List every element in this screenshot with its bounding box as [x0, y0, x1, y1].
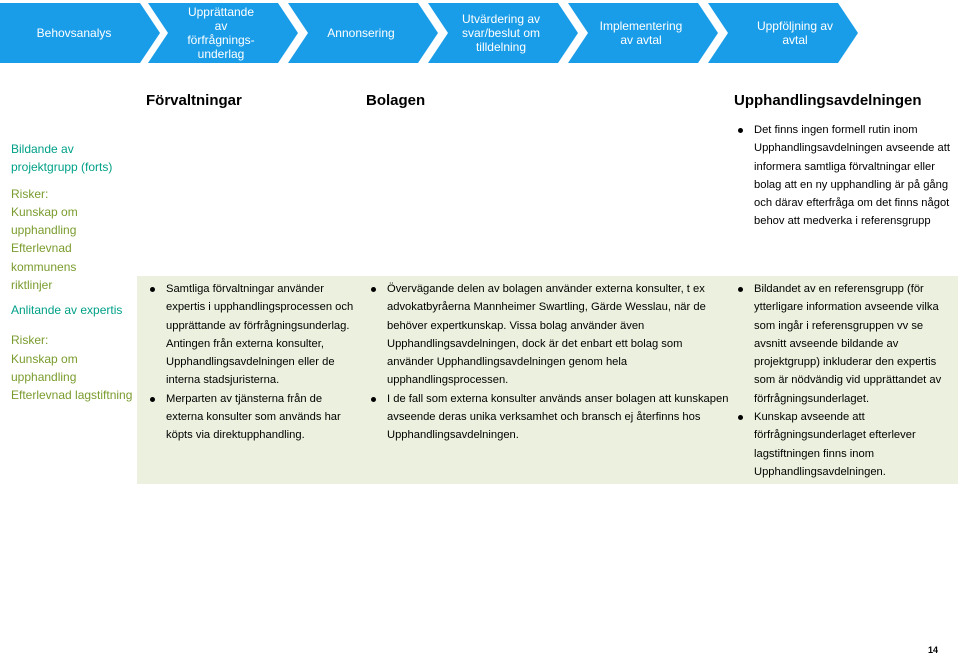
- bullet-item: Det finns ingen formell rutin inom Upphandlingsavdelningen avseende att informera samtliga förvaltningar eller bolag att en ny upphandling är på gång och därav efterfråga om det finns något behov att medverka i referensgrupp: [736, 121, 958, 231]
- process-step-label: Implementering av avtal: [599, 19, 683, 47]
- page-number: 14: [928, 645, 939, 655]
- process-step-label: Behovsanalys: [36, 26, 112, 40]
- empty-cell: [137, 118, 736, 276]
- row-label-expertis: [11, 301, 137, 404]
- cell-r2-upphandlingsavdelningen: [736, 280, 956, 481]
- row-risks: Risker: Kunskap om upphandling Efterlevnad kommunens riktlinjer: [11, 186, 78, 293]
- process-step-label: Upprättande av förfrågnings- underlag: [187, 5, 255, 61]
- bullet-item: Samtliga förvaltningar använder expertis i upphandlingsprocessen och upprättande av förfrågningsunderlag. Antingen från externa konsulter, Upphandlingsavdelningen eller de interna stadsjuristerna.: [148, 280, 358, 390]
- cell-r1-upphandlingsavdelningen: [736, 121, 958, 231]
- process-step-label: Uppföljning av avtal: [756, 19, 834, 47]
- row-risks: Risker: Kunskap om upphandling Efterlevnad lagstiftning: [11, 333, 133, 403]
- bullet-item: Övervägande delen av bolagen använder externa konsulter, t ex advokatbyråerna Mannheimer Swartling, Gärde Wesslau, när de behöver expertkunskap. Vissa bolag använder även Upphandlingsavdelningen, dock är det enbart ett bolag som använder Upphandlingsavdelningen genom hela upphandlingsprocessen.: [369, 280, 731, 390]
- process-step-label: Utvärdering av svar/beslut om tilldelning: [461, 12, 541, 54]
- column-header-bolagen: Bolagen: [366, 92, 426, 109]
- row-title: Bildande av projektgrupp (forts): [11, 142, 113, 175]
- process-step-label: Annonsering: [327, 26, 395, 40]
- cell-r2-forvaltningar: [148, 280, 358, 445]
- process-flow: [0, 0, 960, 66]
- bullet-item: I de fall som externa konsulter används anser bolagen att kunskapen avseende deras unika verksamhet och bransch ej återfinns hos Upphandlingsavdelningen.: [369, 390, 731, 445]
- column-header-upphandlingsavdelningen: Upphandlingsavdelningen: [734, 92, 922, 109]
- bullet-item: Bildandet av en referensgrupp (för ytterligare information avseende vilka som ingår i referensgruppen vv se avsnitt avseende bildande av projektgrupp) inkluderar den expertis som är nödvändig vid upprättandet av förfrågningsunderlaget.: [736, 280, 956, 408]
- row-label-projektgrupp: [11, 140, 137, 294]
- row-title: Anlitande av expertis: [11, 303, 123, 317]
- bullet-item: Kunskap avseende att förfrågningsunderlaget efterlever lagstiftningen finns inom Upphandlingsavdelningen.: [736, 408, 956, 481]
- bullet-item: Merparten av tjänsterna från de externa konsulter som används har köpts via direktupphandling.: [148, 390, 358, 445]
- cell-r2-bolagen: [369, 280, 731, 445]
- column-header-forvaltningar: Förvaltningar: [146, 92, 242, 109]
